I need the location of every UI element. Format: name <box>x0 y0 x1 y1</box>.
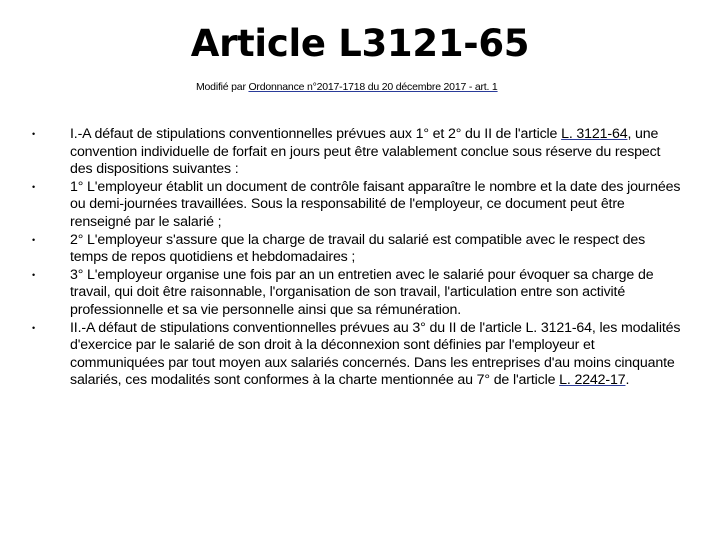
item-text-after: . <box>625 372 630 389</box>
bullet-icon: • <box>32 322 36 333</box>
item-text: 2° L'employeur s'assure que la charge de travail du salarié est compatible avec le respect des temps de repos quotidiens et hebdomadaires ; <box>70 231 646 266</box>
item-text: 1° L'employeur établit un document de contrôle faisant apparaître le nombre et la date des journées ou demi-journées travaillées. Sous la responsabilité de l'employeur, ce document peut être renseigné par le salarié ; <box>70 178 681 230</box>
bullet-icon: • <box>32 269 36 280</box>
ordonnance-link[interactable]: Ordonnance n°2017-1718 du 20 décembre 2017 - art. 1 <box>248 81 498 93</box>
modification-note <box>196 81 498 93</box>
item-text: II.-A défaut de stipulations conventionnelles prévues au 3° du II de l'article L. 3121-64, les modalités d'exercice par le salarié de son droit à la déconnexion sont définies par l'employeur et communiquées par tout moyen aux salariés concernés. Dans les entreprises d'au moins cinquante salariés, ces modalités sont conformes à la charte mentionnée au 7° de l'article <box>70 319 681 389</box>
list-item <box>28 267 684 320</box>
bullet-icon: • <box>32 234 36 245</box>
item-text: 3° L'employeur organise une fois par an un entretien avec le salarié pour évoquer sa charge de travail, qui doit être raisonnable, l'organisation de son travail, l'articulation entre son activité professionnelle et sa vie personnelle ainsi que sa rémunération. <box>70 266 654 318</box>
modification-prefix: Modifié par <box>196 81 249 93</box>
article-link-l3121-64[interactable]: L. 3121-64 <box>561 126 628 142</box>
article-link-l2242-17[interactable]: L. 2242-17 <box>559 372 626 389</box>
list-item <box>28 232 684 267</box>
list-item <box>28 179 684 232</box>
item-text: I.-A défaut de stipulations conventionnelles prévues aux 1° et 2° du II de l'article <box>70 126 562 142</box>
bullet-icon: • <box>32 129 36 139</box>
list-item <box>28 320 684 390</box>
item-text-after: , une convention individuelle de forfait en jours peut être valablement conclue sous réserve du respect des dispositions suivantes : <box>70 126 661 178</box>
list-item <box>28 126 684 179</box>
article-title: Article L3121-65 <box>190 22 530 65</box>
article-body-list <box>28 126 684 390</box>
bullet-icon: • <box>32 181 36 192</box>
